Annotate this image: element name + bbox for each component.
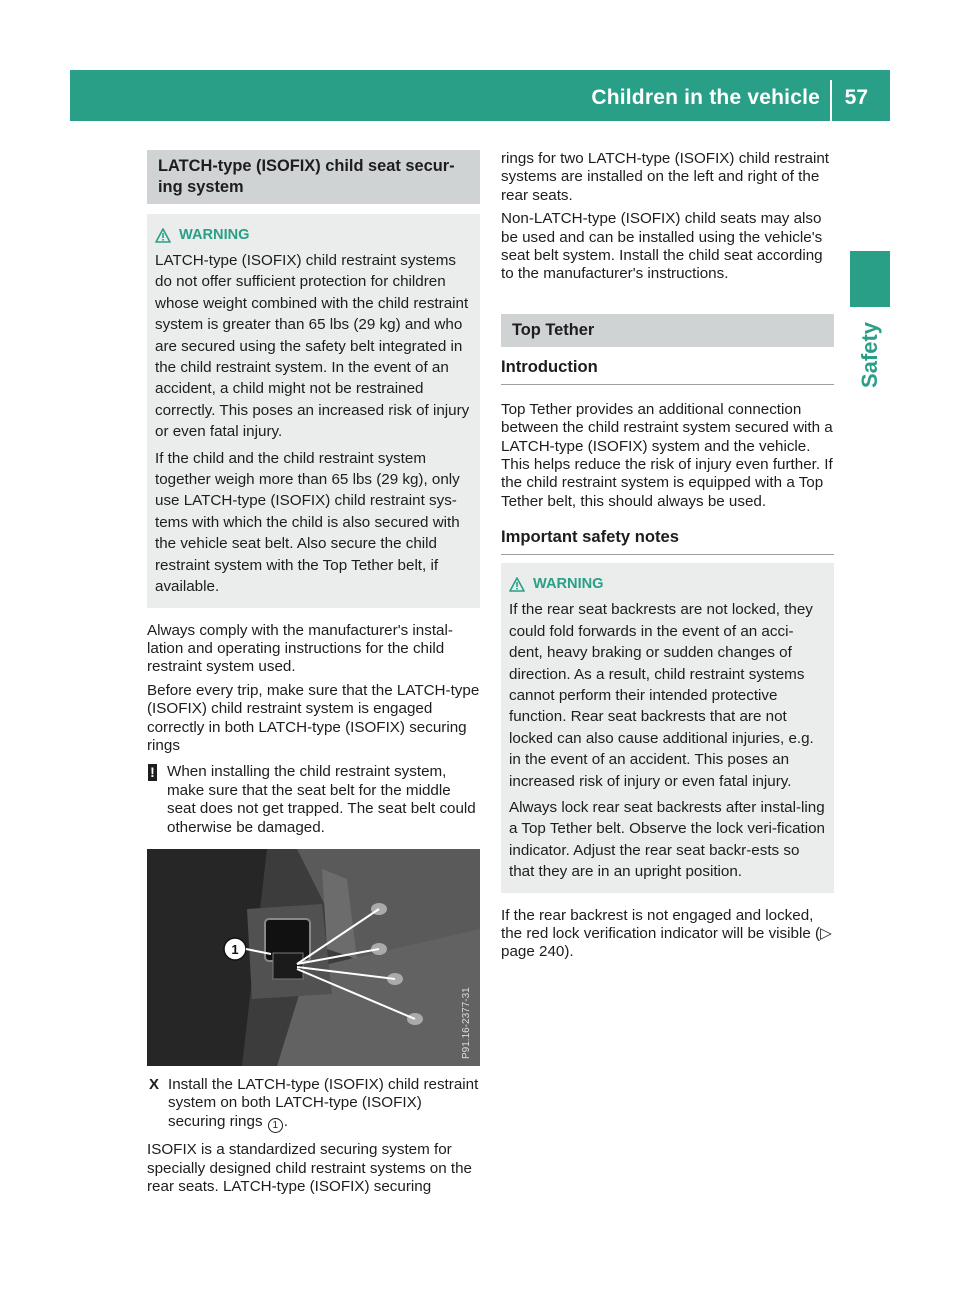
body-paragraph: Non-LATCH-type (ISOFIX) child seats may also be used and can be installed using the vehicle's seat belt system. Install the child seat according to the manufacturer's instructions. xyxy=(501,210,823,283)
right-column xyxy=(501,150,834,967)
photo-callout-number: 1 xyxy=(231,941,239,957)
warning-paragraph: If the child and the child restraint system together weigh more than 65 lbs (29 kg), only use LATCH-type (ISOFIX) child restraint sys-tems with which the child is also secured with the vehicle seat belt. Also secure the child restraint system with the Top Tether belt, if available. xyxy=(155,449,460,596)
warning-triangle-icon xyxy=(155,228,171,243)
subheading-introduction: Introduction xyxy=(501,357,834,385)
header-divider xyxy=(830,80,832,121)
body-paragraph: Before every trip, make sure that the LATCH-type (ISOFIX) child restraint system is engaged correctly in both LATCH-type (ISOFIX) securing rings xyxy=(147,681,480,754)
page-ref-prefix: If the rear backrest is not engaged and locked, the red lock verification indicator will be visible ( xyxy=(501,906,821,942)
isofix-illustration xyxy=(147,849,480,1066)
side-tab-text: Safety xyxy=(857,321,882,389)
warning-paragraph: LATCH-type (ISOFIX) child restraint systems do not offer sufficient protection for children whose weight combined with the child restraint system is greater than 65 lbs (29 kg) and who are secured using the safety belt integrated in the child restraint system. In the event of an accident, a child might not be restrained correctly. This poses an increased risk of injury or even fatal injury. xyxy=(155,252,470,441)
warning-paragraph: Always lock rear seat backrests after instal-ling a Top Tether belt. Observe the lock veri-fication indicator. Adjust the rear seat backr-ests so that they are in an upright position. xyxy=(509,798,826,881)
warning-triangle-icon xyxy=(509,577,525,592)
step-x-icon: X xyxy=(149,1075,160,1093)
callout-1-icon: 1 xyxy=(268,1118,283,1133)
body-paragraph-page-ref xyxy=(501,907,834,962)
warning-label: WARNING xyxy=(533,576,604,593)
warning-title xyxy=(155,226,472,244)
body-paragraph: Top Tether provides an additional connection between the child restraint system secured with a LATCH-type (ISOFIX) system and the vehicle. This helps reduce the risk of injury even further. If the child restraint system is equipped with a Top Tether belt, this should always be used. xyxy=(501,400,833,510)
page-ref-arrow-icon: ▷ xyxy=(820,924,832,942)
instruction-step xyxy=(147,1076,480,1134)
warning-title xyxy=(509,575,826,593)
left-column xyxy=(147,150,480,1202)
warning-box-latch xyxy=(147,214,480,608)
isofix-photo xyxy=(147,849,480,1066)
side-tab-marker xyxy=(850,251,890,307)
warning-box-backrest xyxy=(501,563,834,892)
subheading-important-safety-notes: Important safety notes xyxy=(501,527,834,555)
body-paragraph: Always comply with the manufacturer's instal-lation and operating instructions for the child restraint system used. xyxy=(147,621,453,676)
header-bar xyxy=(70,70,890,121)
warning-label: WARNING xyxy=(179,227,250,243)
page-ref-link[interactable]: page 240). xyxy=(501,943,574,961)
section-heading-latch: LATCH-type (ISOFIX) child seat secur- ing system xyxy=(147,150,480,204)
body-paragraph: ISOFIX is a standardized securing system for specially designed child restraint systems on the rear seats. LATCH-type (ISOFIX) securing xyxy=(147,1141,473,1196)
chapter-title: Children in the vehicle xyxy=(591,86,820,109)
step-text-end: . xyxy=(283,1112,289,1130)
exclamation-icon: ! xyxy=(148,764,157,781)
step-text xyxy=(168,1076,480,1134)
side-tab-label xyxy=(850,312,890,398)
warning-paragraph: If the rear seat backrests are not locked, they could fold forwards in the event of an acci-dent, heavy braking or sudden changes of direction. As a result, child restraint systems cannot perform their intended protective function. Rear seat backrests that are not locked can also cause additional injuries, e.g. in the event of an accident. This poses an increased risk of injury or even fatal injury. xyxy=(509,601,814,790)
page-number: 57 xyxy=(844,86,868,109)
section-heading-top-tether: Top Tether xyxy=(501,314,834,347)
note-block xyxy=(147,763,480,837)
body-paragraph: rings for two LATCH-type (ISOFIX) child restraint systems are installed on the left and right of the rear seats. xyxy=(501,150,830,204)
step-text-main: Install the LATCH-type (ISOFIX) child restraint system on both LATCH-type (ISOFIX) securing rings xyxy=(168,1075,479,1130)
note-text: When installing the child restraint system, make sure that the seat belt for the middle seat does not get trapped. The seat belt could otherwise be damaged. xyxy=(167,763,476,836)
photo-code: P91.16-2377-31 xyxy=(461,987,472,1059)
